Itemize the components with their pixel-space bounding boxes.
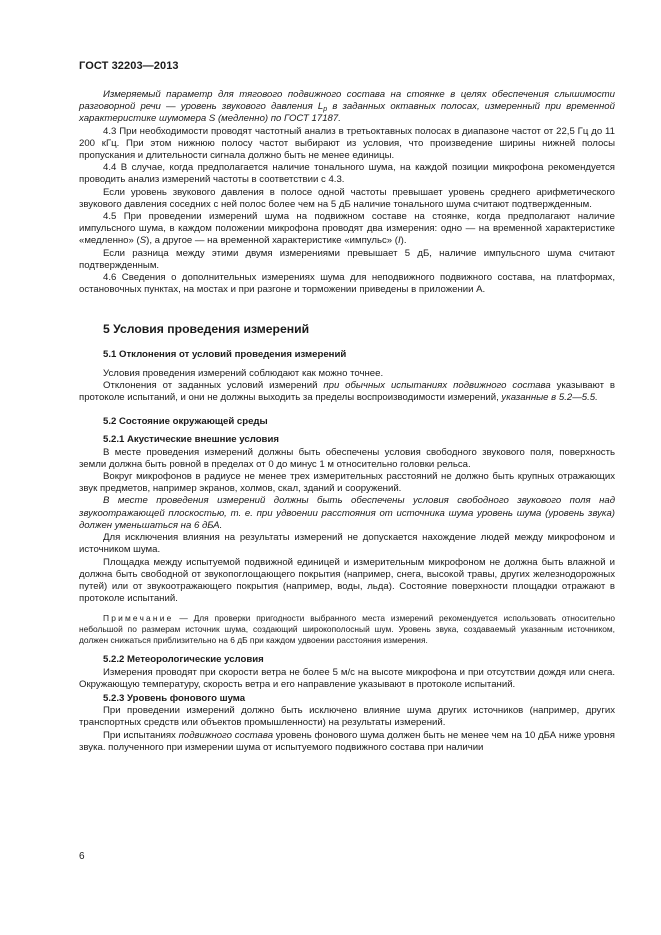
text-run: S: [139, 235, 147, 247]
section-5-2-heading: 5.2 Состояние окружающей среды: [103, 416, 268, 428]
text-run: указывают в протоколе испытаний, и они не должны выходить за пределы воспроизводимости измерений,: [79, 379, 616, 404]
paragraph-5-2-1-2: Вокруг микрофонов в радиусе не менее трех измерительных расстояний не должно быть крупных отражающих звук предметов, например экранов, холмов, скал, зданий и сооружений.: [79, 471, 615, 495]
text-run: указанные в 5.2—5.5.: [501, 392, 598, 404]
paragraph-measured-parameter: [79, 89, 615, 126]
paragraph-5-1-1: Условия проведения измерений соблюдают как можно точнее.: [103, 367, 384, 379]
section-5-1-heading: 5.1 Отклонения от условий проведения измерений: [103, 349, 347, 361]
paragraph-5-2-1-3: В месте проведения измерений должны быть обеспечены условия свободного звукового поля над звукоотражающей плоскостью, т. е. при удвоении расстояния от источника шума уровень шума (уровень звука) должен уменьшаться на 6 дБА.: [79, 495, 615, 531]
text-run: уровень фонового шума должен быть не менее чем на 10 дБА ниже уровня звука. полученного при измерении шума от испытуемого подвижного состава при наличии: [79, 729, 615, 753]
paragraph-5-1-2: [79, 380, 615, 404]
section-5-2-2-heading: 5.2.2 Метеорологические условия: [103, 654, 264, 666]
paragraph-4-6: 4.6 Сведения о дополнительных измерениях шума для неподвижного подвижного состава, на платформах, остановочных пунктах, на мостах и при разгоне и торможении приведены в приложении А.: [79, 272, 615, 296]
paragraph-5-2-1-5: Площадка между испытуемой подвижной единицей и измерительным микрофоном не должна быть влажной и должна быть свободной от звукопоглощающего покрытия (например, снега, высокой травы, других железнодорожных путей) или от звукоотражающего покрытия (например, воды, льда). Состояние поверхности площадки отражают в протоколе испытаний.: [79, 556, 615, 605]
note: [79, 613, 615, 646]
paragraph-4-4: 4.4 В случае, когда предполагается наличие тонального шума, на каждой позиции микрофона рекомендуется проводить анализ измерений частоты в соответствии с 4.3.: [79, 162, 615, 186]
paragraph-5-2-1-4: Для исключения влияния на результаты измерений не допускается нахождение людей между микрофоном и источником шума.: [79, 532, 615, 556]
text-run: при обычных испытаниях подвижного состава: [323, 379, 551, 391]
paragraph-4-3: 4.3 При необходимости проводят частотный анализ в третьоктавных полосах в диапазоне частот от 22,5 Гц до 11 200 кГц. При этом нижнюю полосу частот выбирают из условия, что произведение ширины нижней полосы пропускания и длительности сигнала должно быть не менее единицы.: [79, 125, 615, 162]
paragraph-4-4-tonal: Если уровень звукового давления в полосе одной частоты превышает уровень среднего арифметического звукового давления соседних с ней полос более чем на 5 дБ наличие тонального шума считают подтвержденным.: [79, 186, 615, 210]
section-5-2-3-heading: 5.2.3 Уровень фонового шума: [103, 692, 246, 704]
paragraph-4-5: [79, 211, 615, 248]
paragraph-5-2-3-2: [79, 730, 615, 754]
section-5-heading: 5 Условия проведения измерений: [103, 322, 310, 337]
section-5-2-1-heading: 5.2.1 Акустические внешние условия: [103, 434, 279, 446]
text-run: 4.5 При проведении измерений шума на подвижном составе на стоянке, когда предполагают наличие импульсного шума, в каждом положении микрофона проводят два измерения: одно — на временной характеристике «медленно» (: [79, 211, 615, 247]
subscript: p: [323, 106, 328, 114]
paragraph-5-2-2-1: Измерения проводят при скорости ветра не более 5 м/с на высоте микрофона и при отсутствии дождя или снега. Окружающую температуру, скорость ветра и его направление указывают в протоколе испытаний.: [79, 666, 615, 690]
paragraph-5-2-1-1: В месте проведения измерений должны быть обеспечены условия свободного звукового поля, поверхность земли должна быть ровной в пределах от 0 до минус 1 м относительно головки рельса.: [79, 446, 615, 470]
text-run: подвижного состава: [178, 729, 274, 741]
text-run: ).: [400, 235, 407, 247]
text-run: ), а другое — на временной характеристике «импульс» (: [146, 235, 398, 247]
document-body: [79, 89, 615, 754]
paragraph-5-2-3-1: При проведении измерений должно быть исключено влияние шума других источников (например, других транспортных средств или объектов промышленности) на результаты измерений.: [79, 705, 615, 729]
document-header: ГОСТ 32203—2013: [79, 60, 179, 72]
text-run: Измеряемый параметр для тягового подвижного состава на стоянке в целях обеспечения слышимости разговорной речи — уровень звукового давления L: [79, 89, 615, 113]
text-run: I: [397, 235, 401, 247]
text-run: в заданных октавных полосах, измеренный при временной характеристике шумомера S (медленно) по ГОСТ 17187.: [79, 101, 615, 125]
note-text: — Для проверки пригодности выбранного места измерений рекомендуется использовать относительно небольшой по размерам источник шума, создающий широкополосный шум. Уровень звука, создаваемый указанным источником, должен снижаться приблизительно на 6 дБ при каждом удвоении расстояния измерения.: [79, 613, 615, 646]
paragraph-4-5-impulse: Если разница между этими двумя измерениями превышает 5 дБ, наличие импульсного шума считают подтвержденным.: [79, 247, 615, 271]
page-number: 6: [79, 851, 85, 862]
text-run: При испытаниях: [103, 729, 179, 741]
text-run: Отклонения от заданных условий измерений: [103, 379, 324, 391]
note-label: Примечание: [103, 613, 174, 624]
